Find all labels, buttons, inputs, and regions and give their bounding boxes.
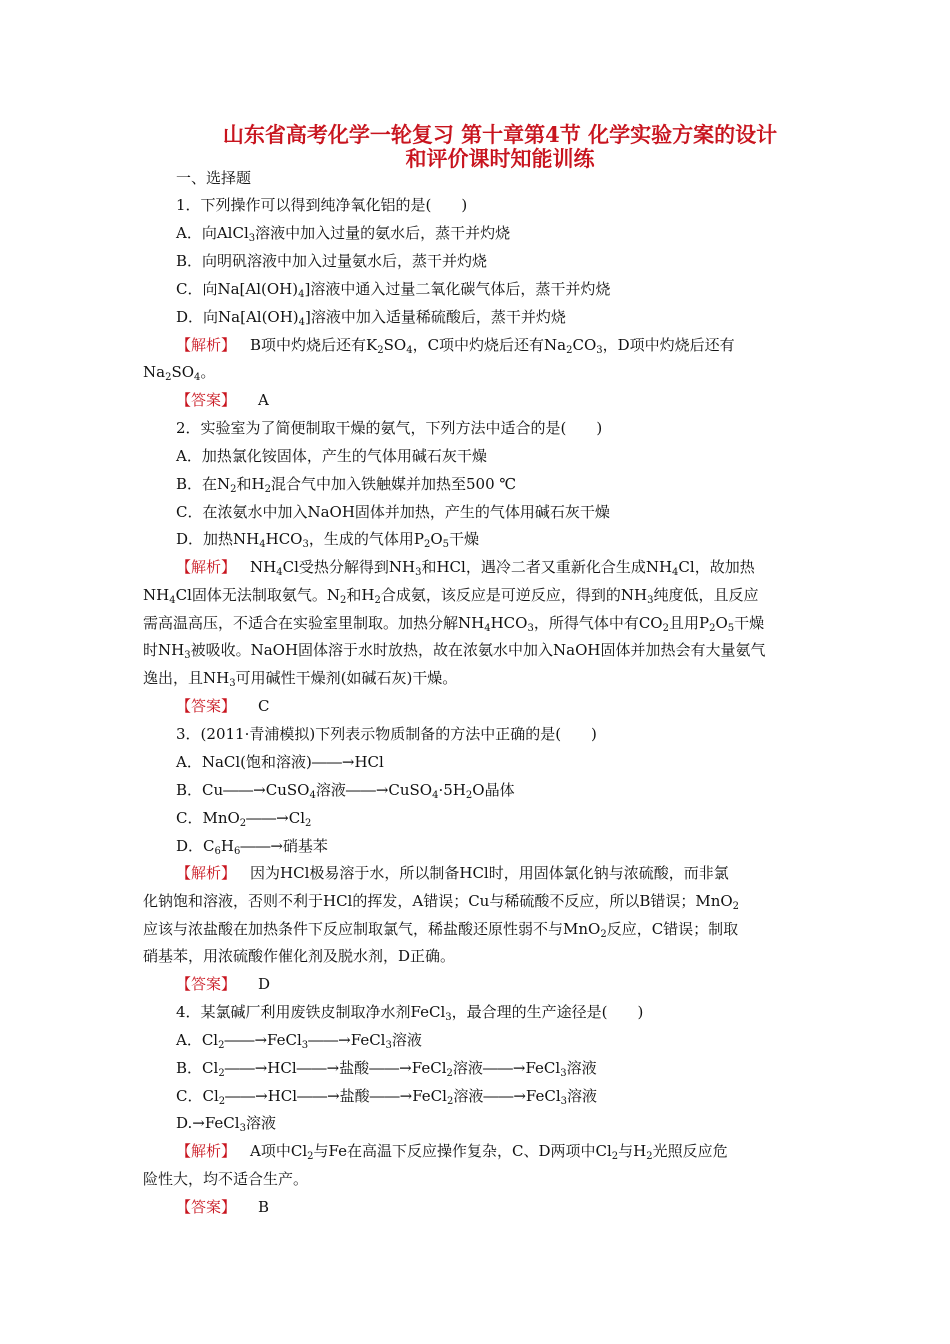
q2-analysis-cont-3: 时$NH_3$被吸收。NaOH固体溶于水时放热，故在浓氨水中加入NaOH固体并加热会有大量氨气 bbox=[143, 641, 766, 661]
q4-option-b: B．$Cl_2――\to HCl――\to$盐酸――→FeCl$_2$溶液――→FeCl$_3$溶液 bbox=[176, 1059, 597, 1079]
q1-option-a: A．向AlCl$_3$溶液中加入过量的氨水后，蒸干并灼烧 bbox=[176, 224, 511, 244]
q2-option-b: B．在$N_2$和$H_2$混合气中加入铁触媒并加热至500 ℃ bbox=[176, 475, 517, 495]
q1-analysis: 【解析】 B项中灼烧后还有$K_2SO_4$，C项中灼烧后还有$Na_2CO_3$，D项中灼烧后还有 bbox=[176, 336, 735, 356]
q4-stem: 4．某氯碱厂利用废铁皮制取净水剂FeCl$_3$，最合理的生产途径是( ) bbox=[176, 1003, 644, 1023]
q1-analysis-cont: $Na_2SO_4$。 bbox=[143, 363, 216, 383]
q1-option-c: C．向$Na[Al(OH)_4]$溶液中通入过量二氧化碳气体后，蒸干并灼烧 bbox=[176, 280, 611, 300]
q3-analysis-cont-1: 化钠饱和溶液，否则不利于HCl的挥发，A错误；Cu与稀硫酸不反应，所以B错误；MnO$_2$ bbox=[143, 892, 740, 912]
q2-answer: 【答案】 C bbox=[176, 697, 270, 715]
q2-analysis-cont-4: 逸出，且$NH_3$可用碱性干燥剂(如碱石灰)干燥。 bbox=[143, 669, 458, 689]
q3-option-d: D．$C_6H_6――\to$硝基苯 bbox=[176, 837, 328, 857]
q4-option-d: D.→FeCl$_3$溶液 bbox=[176, 1114, 276, 1134]
q3-option-a: A．NaCl(饱和溶液)――→HCl bbox=[176, 753, 384, 771]
q4-analysis: 【解析】 A项中$Cl_2$与Fe在高温下反应操作复杂，C、D两项中$Cl_2$与$H_2$光照反应危 bbox=[176, 1142, 728, 1162]
q3-option-c: C．$MnO_2――\to Cl_2$ bbox=[176, 809, 312, 829]
q1-option-b: B．向明矾溶液中加入过量氨水后，蒸干并灼烧 bbox=[176, 252, 488, 270]
q1-answer: 【答案】 A bbox=[176, 391, 269, 409]
q1-stem: 1．下列操作可以得到纯净氧化铝的是( ) bbox=[176, 196, 468, 214]
analysis-label: 【解析】 bbox=[176, 864, 237, 882]
doc-title-line1: 山东省高考化学一轮复习 第十章第4节 化学实验方案的设计 bbox=[222, 122, 778, 147]
q3-option-b: B．Cu――→CuSO$_4$溶液$――\to CuSO_4\cdot 5H_2O$晶体 bbox=[176, 781, 515, 801]
q2-option-a: A．加热氯化铵固体，产生的气体用碱石灰干燥 bbox=[176, 447, 487, 465]
analysis-label: 【解析】 bbox=[176, 1142, 237, 1160]
q2-option-c: C．在浓氨水中加入NaOH固体并加热，产生的气体用碱石灰干燥 bbox=[176, 503, 610, 521]
q2-analysis-cont-2: 需高温高压，不适合在实验室里制取。加热分解$NH_4HCO_3$，所得气体中有$CO_2$且用$P_2O_5$干燥 bbox=[143, 614, 765, 634]
q2-analysis-cont-1: $NH_4Cl$固体无法制取氨气。$N_2$和$H_2$合成氨，该反应是可逆反应，得到的$NH_3$纯度低，且反应 bbox=[143, 586, 759, 606]
analysis-label: 【解析】 bbox=[176, 336, 237, 354]
q2-stem: 2．实验室为了简便制取干燥的氨气，下列方法中适合的是( ) bbox=[176, 419, 603, 437]
q4-analysis-cont: 险性大，均不适合生产。 bbox=[143, 1170, 309, 1188]
q3-analysis: 【解析】 因为HCl极易溶于水，所以制备HCl时，用固体氯化钠与浓硫酸，而非氯 bbox=[176, 864, 729, 882]
answer-label: 【答案】 bbox=[176, 1198, 237, 1216]
section-heading: 一、选择题 bbox=[176, 169, 252, 187]
answer-label: 【答案】 bbox=[176, 697, 237, 715]
answer-label: 【答案】 bbox=[176, 975, 237, 993]
q4-answer: 【答案】 B bbox=[176, 1198, 270, 1216]
q3-stem: 3．(2011·青浦模拟)下列表示物质制备的方法中正确的是( ) bbox=[176, 725, 597, 743]
q2-analysis: 【解析】 $NH_4Cl$受热分解得到$NH_3$和HCl，遇冷二者又重新化合生成$NH_4Cl$，故加热 bbox=[176, 558, 755, 578]
analysis-label: 【解析】 bbox=[176, 558, 237, 576]
q3-answer: 【答案】 D bbox=[176, 975, 271, 993]
answer-label: 【答案】 bbox=[176, 391, 237, 409]
q4-option-a: A．$Cl_2――\to FeCl_3――\to FeCl_3$溶液 bbox=[176, 1031, 422, 1051]
q2-option-d: D．加热$NH_4HCO_3$，生成的气体用$P_2O_5$干燥 bbox=[176, 530, 480, 550]
q3-analysis-cont-2: 应该与浓盐酸在加热条件下反应制取氯气，稀盐酸还原性弱不与MnO$_2$反应，C错误；制取 bbox=[143, 920, 739, 940]
doc-title-line2: 和评价课时知能训练 bbox=[405, 146, 595, 171]
q1-option-d: D．向$Na[Al(OH)_4]$溶液中加入适量稀硫酸后，蒸干并灼烧 bbox=[176, 308, 566, 328]
q3-analysis-cont-3: 硝基苯，用浓硫酸作催化剂及脱水剂，D正确。 bbox=[143, 947, 456, 965]
q4-option-c: C．$Cl_2――\to HCl――\to$盐酸――→FeCl$_2$溶液――→FeCl$_3$溶液 bbox=[176, 1087, 598, 1107]
